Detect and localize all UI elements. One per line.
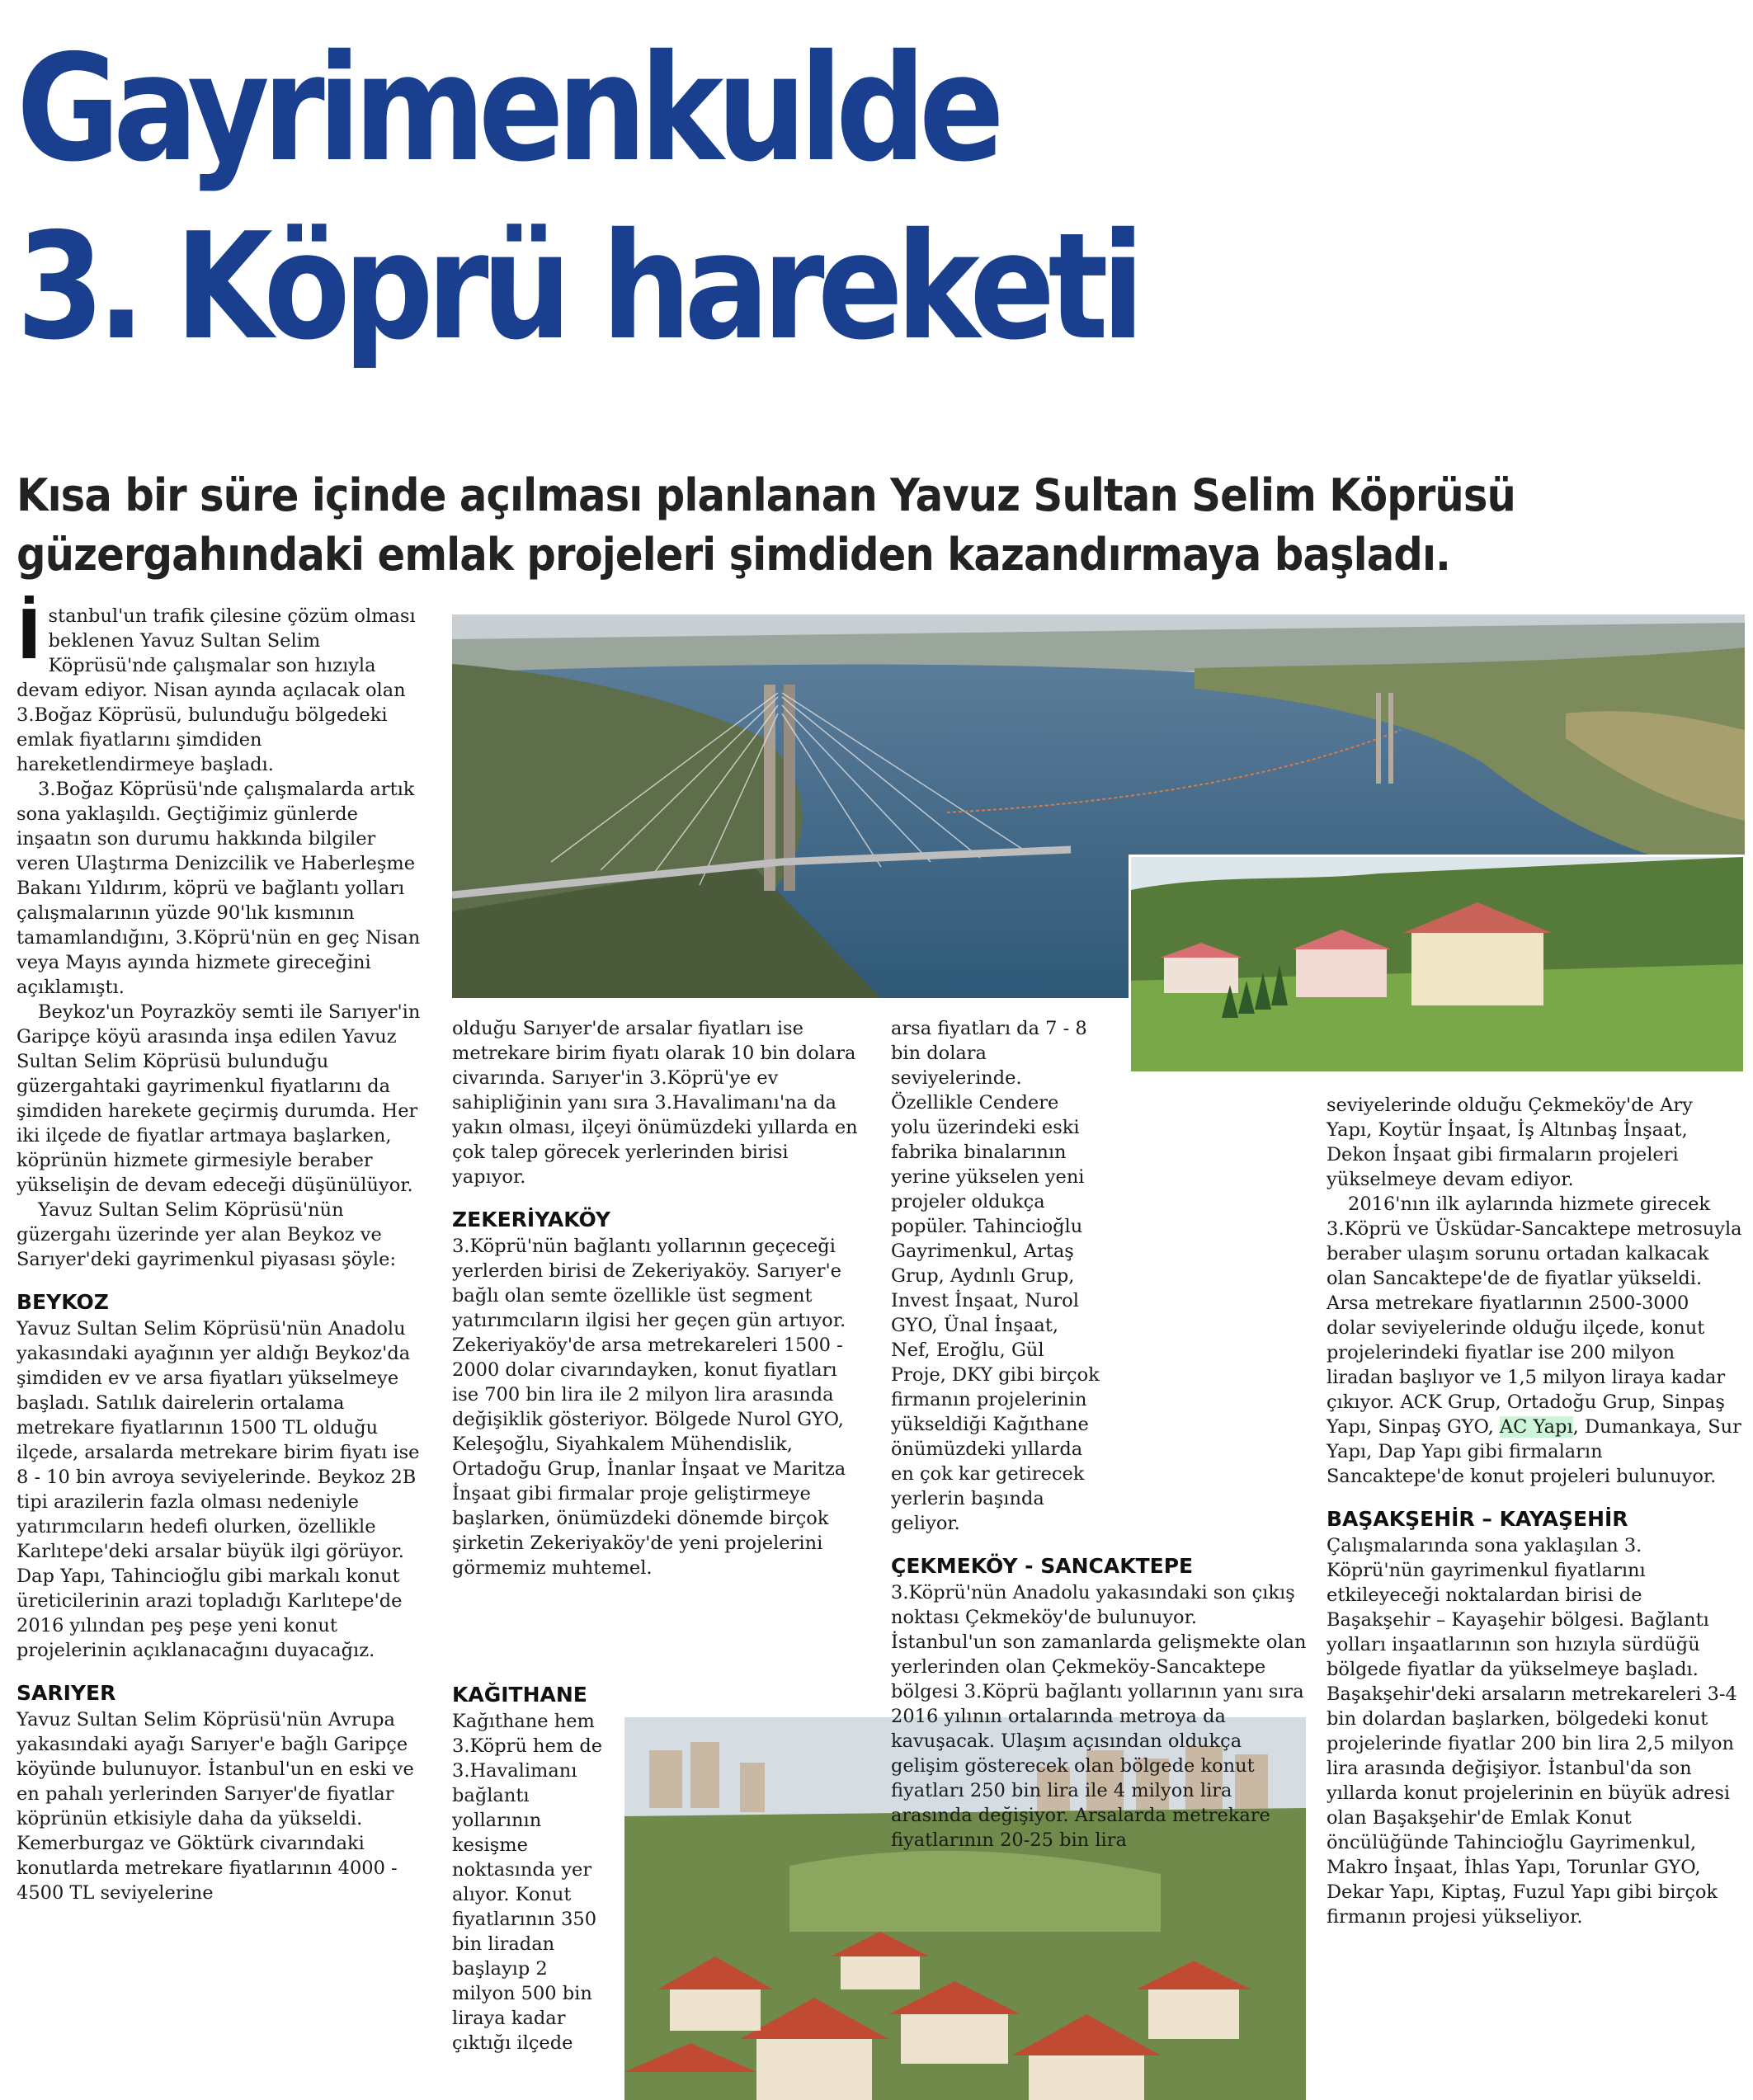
article-column-2-kagithane	[452, 1683, 613, 2055]
col2-paragraph-zekeriyakoy: 3.Köprü'nün bağlantı yollarının geçeceği yerlerden birisi de Zekeriyaköy. Sarıyer'e bağlı olan semte özellikle üst segment yatırımcıların ilgisi her geçen gün artıyor. Zekeriyaköy'de arsa metrekareleri 1500 - 2000 dolar civarındayken, konut fiyatları ise 700 bin lira ile 2 milyon lira arasında değişiklik gösteriyor. Bölgede Nurol GYO, Keleşoğlu, Siyahkalem Mühendislik, Ortadoğu Grup, İnanlar İnşaat ve Maritza İnşaat gibi firmalar proje geliştirmeye başlarken, önümüzdeki dönemde birçok şirketin Zekeriyaköy'de yeni projelerini görmemiz muhtemel.	[452, 1236, 846, 1579]
col2-paragraph-1: olduğu Sarıyer'de arsalar fiyatları ise metrekare birim fiyatı olarak 10 bin dolara civarında. Sarıyer'in 3.Köprü'ye ev sahipliğinin yanı sıra 3.Havalimanı'na da yakın olması, ilçeyi önümüzdeki yıllarda en çok talep görecek yerlerinden birisi yapıyor.	[452, 1018, 858, 1188]
col4-paragraph-2: 2016'nın ilk aylarında hizmete girecek 3.Köprü ve Üsküdar-Sancaktepe metrosuyla beraber ulaşım sorunu ortadan kalkacak olan Sancaktepe'de de fiyatlar yükseldi. Arsa metrekare fiyatlarının 2500-3000 dolar seviyelerinde olduğu ilçede, konut projelerindeki fiyatlar ise 200 milyon liradan başlıyor ve 1,5 milyon liraya kadar çıkıyor. ACK Grup, Ortadoğu Grup, Sinpaş Yapı, Sinpaş GYO,	[1327, 1194, 1742, 1438]
col1-paragraph-4: Yavuz Sultan Selim Köprüsü'nün güzergahı üzerinde yer alan Beykoz ve Sarıyer'deki gayrimenkul piyasası şöyle:	[16, 1199, 397, 1270]
col1-paragraph-3: Beykoz'un Poyrazköy semti ile Sarıyer'in Garipçe köyü arasında inşa edilen Yavuz Sultan Selim Köprüsü bulunduğu güzergahtaki gayrimenkul fiyatlarını da şimdiden harekete geçirmiş durumda. Her iki ilçede de fiyatlar artmaya başlarken, köprünün hizmete girmesiyle beraber yükselişin de devam edeceği düşünülüyor.	[16, 1001, 421, 1196]
col3-paragraph-cekmekoy: 3.Köprü'nün Anadolu yakasındaki son çıkış noktası Çekmeköy'de bulunuyor. İstanbul'un son zamanlarda gelişmekte olan yerlerinden olan Çekmeköy-Sancaktepe bölgesi 3.Köprü bağlantı yollarının yanı sıra 2016 yılının ortalarında metroya da kavuşacak. Ulaşım açısından oldukça gelişim gösterecek olan bölgede konut fiyatları 250 bin lira ile 4 milyon lira arasında değişiyor. Arsalarda metrekare fiyatlarının 20-25 bin lira	[891, 1582, 1307, 1851]
subhead-sariyer: SARIYER	[16, 1681, 116, 1705]
highlighted-company: AC Yapı	[1499, 1416, 1573, 1438]
subhead-kagithane: KAĞITHANE	[452, 1683, 587, 1707]
col1-paragraph-beykoz: Yavuz Sultan Selim Köprüsü'nün Anadolu yakasındaki ayağının yer aldığı Beykoz'da şimdiden ev ve arsa fiyatları yükselmeye başladı. Satılık dairelerin ortalama metrekare fiyatlarının 1500 TL olduğu ilçede, arsalarda metrekare birim fiyatı ise 8 - 10 bin avroya seviyelerinde. Beykoz 2B tipi arazilerin fazla olması nedeniyle yatırımcıların hedefi olurken, özellikle Karlıtepe'deki arsalar büyük ilgi görüyor. Dap Yapı, Tahincioğlu gibi markalı konut üreticilerinin arazi topladığı Karlıtepe'de 2016 yılından peş peşe yeni konut projelerinin açıklanacağını duyacağız.	[16, 1318, 420, 1661]
deck-line-2: güzergahındaki emlak projeleri şimdiden kazandırmaya başladı.	[16, 529, 1451, 581]
subhead-beykoz: BEYKOZ	[16, 1290, 109, 1314]
article-column-3	[891, 1016, 1308, 1853]
deck-line-1: Kısa bir süre içinde açılması planlanan Yavuz Sultan Selim Köprüsü	[16, 469, 1515, 521]
subhead-basaksehir: BAŞAKŞEHİR – KAYAŞEHİR	[1327, 1507, 1628, 1531]
col4-paragraph-1: seviyelerinde olduğu Çekmeköy'de Ary Yapı, Koytür İnşaat, İş Altınbaş İnşaat, Dekon İnşaat gibi firmaların projeleri yükselmeye devam ediyor.	[1327, 1095, 1693, 1190]
col4-paragraph-2-rest: , Dumankaya, Sur Yapı, Dap Yapı gibi firmaların Sancaktepe'de konut projeleri bulunuyor.	[1327, 1416, 1741, 1487]
col2-paragraph-kagithane: Kağıthane hem 3.Köprü hem de 3.Havalimanı bağlantı yollarının kesişme noktasında yer alıyor. Konut fiyatlarının 350 bin liradan başlayıp 2 milyon 500 bin liraya kadar çıktığı ilçede	[452, 1711, 603, 2054]
col1-paragraph-1: stanbul'un trafik çilesine çözüm olması beklenen Yavuz Sultan Selim Köprüsü'nde çalışmalar son hızıyla devam ediyor. Nisan ayında açılacak olan 3.Boğaz Köprüsü, bulunduğu bölgedeki emlak fiyatlarını şimdiden hareketlendirmeye başladı.	[16, 605, 416, 775]
subhead-zekeriyakoy: ZEKERİYAKÖY	[452, 1208, 610, 1231]
article-column-4	[1327, 1093, 1743, 1929]
drop-cap: İ	[16, 596, 42, 675]
headline-line-1: Gayrimenkulde	[16, 23, 998, 194]
headline-line-2: 3. Köprü hareketi	[16, 201, 1138, 372]
article-column-2	[452, 1016, 866, 1580]
col3-paragraph-1: arsa fiyatları da 7 - 8 bin dolara seviyelerinde. Özellikle Cendere yolu üzerindeki eski fabrika binalarının yerine yükselen yeni projeler oldukça popüler. Tahincioğlu Gayrimenkul, Artaş Grup, Aydınlı Grup, Invest İnşaat, Nurol GYO, Ünal İnşaat, Nef, Eroğlu, Gül Proje, DKY gibi birçok firmanın projelerinin yükseldiği Kağıthane önümüzdeki yıllarda en çok kar getirecek yerlerin başında geliyor.	[891, 1018, 1100, 1534]
col4-paragraph-basaksehir: Çalışmalarında sona yaklaşılan 3. Köprü'nün gayrimenkul fiyatlarını etkileyeceği noktalardan birisi de Başakşehir – Kayaşehir bölgesi. Bağlantı yolları inşaatlarının son hızıyla sürdüğü bölgede fiyatlar da yükselmeye başladı. Başakşehir'deki arsaların metrekareleri 3-4 bin dolardan başlarken, bölgedeki konut projelerinde fiyatlar 200 bin lira 2,5 milyon lira arasında değişiyor. İstanbul'da son yıllarda konut projelerinin en büyük adresi olan Başakşehir'de Emlak Konut öncülüğünde Tahincioğlu Gayrimenkul, Makro İnşaat, İhlas Yapı, Torunlar GYO, Dekar Yapı, Kiptaş, Fuzul Yapı gibi birçok firmanın projesi yükseliyor.	[1327, 1535, 1737, 1928]
subhead-cekmekoy: ÇEKMEKÖY - SANCAKTEPE	[891, 1554, 1194, 1578]
article-column-1	[16, 596, 433, 1905]
col1-paragraph-2: 3.Boğaz Köprüsü'nde çalışmalarda artık sona yaklaşıldı. Geçtiğimiz günlerde inşaatın son durumu hakkında bilgiler veren Ulaştırma Denizcilik ve Haberleşme Bakanı Yıldırım, köprü ve bağlantı yolları çalışmalarının yüzde 90'lık kısmının tamamlandığını, 3.Köprü'nün en geç Nisan veya Mayıs ayında hizmete gireceğini açıklamıştı.	[16, 779, 421, 998]
col1-paragraph-sariyer: Yavuz Sultan Selim Köprüsü'nün Avrupa yakasındaki ayağı Sarıyer'e bağlı Garipçe köyünde bulunuyor. İstanbul'un en eski ve en pahalı yerlerinden Sarıyer'de fiyatlar köprünün etkisiyle daha da yükseldi. Kemerburgaz ve Göktürk civarındaki konutlarda metrekare fiyatlarının 4000 - 4500 TL seviyelerine	[16, 1709, 414, 1904]
